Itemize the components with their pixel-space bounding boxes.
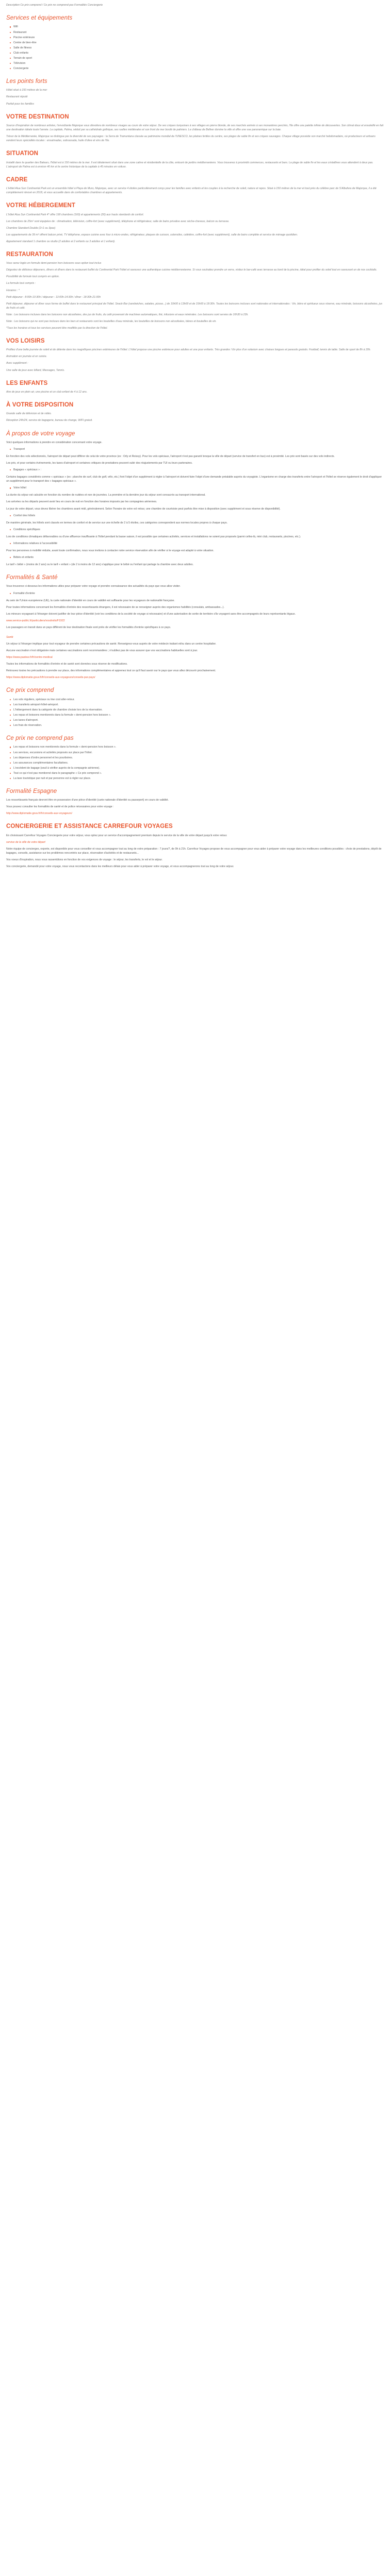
list-item: Bébés et enfants <box>9 555 385 560</box>
list-item: L'hébergement dans la catégorie de chambre choisie lors de la réservation. <box>9 708 385 712</box>
comfort-list <box>6 514 385 518</box>
propos-title: À propos de votre voyage <box>6 430 75 437</box>
sante-para: Toutes les informations de formalités d'entrée et de santé sont données sous réserve de modifications. <box>6 663 128 666</box>
list-item: Transport <box>9 447 385 451</box>
list-item: Les repas et boissons non mentionnés dans la formule « demi-pension hors boisson ». <box>9 745 385 749</box>
propos-para: Le tarif « bébé » (moins de 2 ans) ou le tarif « enfant » (de 2 à moins de 12 ans) s'applique pour le bébé ou l'enfant qui partage la chambre avec deux adultes. <box>6 563 194 566</box>
bagages-list <box>6 468 385 472</box>
hebergement-para: Chambre Standard Double (2+1 ou 3pax) <box>6 226 56 230</box>
point-fort-line: Restaurant réputé <box>6 95 28 99</box>
cadre-title: CADRE <box>6 176 28 183</box>
restauration-para: Petit déjeuner : 8:00h-10:30h / déjeuner : 13:00h-14:30h / dîner : 18:30h-21:00h <box>6 295 101 299</box>
destination-title: VOTRE DESTINATION <box>6 113 69 120</box>
disposition-para: Réception 24h/24, service de bagagerie, bureau de change, WIFI gratuit. <box>6 419 93 422</box>
espagne-para: Les ressortissants français devront être en possession d'une pièce d'identité (carte nationale d'identité ou passeport) en cours de validité. <box>6 799 169 802</box>
loisirs-para: Profitez d'une belle journée de soleil et de détente dans les magnifiques piscines extérieures de l'hôtel. L'hôtel propose une piscine extérieure pour adultes et une pour enfants. Très grandes ! En plus d'un solarium avec chaises longues et parasols gratuits. Football, tennis de table. Salle de sport de 8h à 20h. <box>6 348 371 352</box>
propos-para: La durée du séjour est calculée en fonction du nombre de nuitées et non de journées. La première et la dernière jour du séjour sont consacrés au transport international. <box>6 494 206 497</box>
services-list <box>6 25 385 71</box>
points-forts-title: Les points forts <box>6 78 47 84</box>
formalites-intro: Vous trouverez ci-dessous les informations utiles pour préparer votre voyage et prendre connaissance des actualités du pays que vous allez visiter. <box>6 585 181 588</box>
formalites-para: Pour toutes informations concernant les formalités d'entrée des ressortissants étrangers, il est nécessaire de se renseigner auprès des organismes habilités (consulats, ambassades...). <box>6 605 224 609</box>
comprend-list <box>6 698 385 727</box>
disposition-title: À VOTRE DISPOSITION <box>6 402 74 408</box>
propos-para: Les arrivées ou les départs peuvent avoir lieu en cours de nuit en fonction des horaires imposés par les compagnies aériennes. <box>6 500 157 504</box>
enfants-title: LES ENFANTS <box>6 380 48 386</box>
loisirs-para: Une salle de jeux avec billard, Massages, Tennis. <box>6 368 65 372</box>
propos-para: Certains bagages considérés comme « spéciaux » (ex : planche de surf, club de golf, vélo, etc.) font l'objet d'un supplément à régler à l'aéroport et doivent faire l'objet d'une demande préalable auprès du voyagiste. L'organisme en charge des transferts entre l'aéroport et l'hôtel se réserve également le droit d'appliquer un supplément pour le transport des « bagages spéciaux ». <box>6 476 382 483</box>
list-item: Les repas et boissons mentionnés dans la formule « demi-pension hors boisson ». <box>9 713 385 717</box>
page <box>0 0 391 882</box>
pasteur-link[interactable]: https://www.pasteur.fr/fr/centre-medical <box>6 656 53 659</box>
formalite-entree-list <box>6 591 385 596</box>
diplomatie-link[interactable]: https://www.diplomatie.gouv.fr/fr/conseils-aux-voyageurs/conseils-par-pays/ <box>6 676 95 680</box>
sante-para: Retrouvez toutes les précautions à prendre sur place, des informations complémentaires et apprenez tout ce qu'il faut savoir sur le pays que vous allez découvrir prochainement. <box>6 669 216 673</box>
restauration-para: Possibilité de formule tout compris en option. <box>6 275 60 279</box>
formalites-para: Au sein de l'Union européenne (UE), la carte nationale d'identité en cours de validité est suffisante pour les voyageurs de nationalité française. <box>6 599 175 602</box>
list-item: Les taxes d'aéroport. <box>9 718 385 722</box>
propos-para: Les prix, et pour certains événements, les taxes d'aéroport et certaines critiques de prestations peuvent subir des réajustements par TUI ou leurs partenaires. <box>6 462 193 465</box>
destination-para: Source d'inspiration de nombreux artistes, l'envoûtante Majorque vous dévoilera de nombreux visages au cours de votre séjour. De ses criques turquoises à ses villages en pierre blonde, de ses marchés animés à ses monastères perchés, l'île offre une palette infinie de découvertes. Son climat doux et ensoleillé en fait une destination idéale toute l'année. La capitale, Palma, séduit par sa cathédrale gothique, ses ruelles médiévales et son front de mer bordé de palmiers. Le château de Bellver domine la ville et offre une vue panoramique sur la baie. <box>6 124 384 131</box>
list-item: Centre de bien-être <box>9 41 385 45</box>
loisirs-para: Avec supplément : <box>6 362 28 365</box>
propos-para: Pour les personnes à mobilité réduite, avant toute confirmation, nous vous invitons à contacter notre service réservation afin de vérifier si le voyage est adapté à votre situation. <box>6 549 214 552</box>
pas-comprend-title: Ce prix ne comprend pas <box>6 735 74 742</box>
conciergerie-highlight: service de la ville de votre départ <box>6 840 45 844</box>
list-item: L'excédent de bagage (seuil à vérifier auprès de la compagnie aérienne). <box>9 766 385 770</box>
list-item: Les vols réguliers, spéciaux ou low cost aller-retour. <box>9 698 385 702</box>
formalites-title: Formalités & Santé <box>6 574 58 581</box>
list-item: Les dépenses d'ordre personnel et les pourboires. <box>9 756 385 760</box>
list-item: Télévision <box>9 61 385 65</box>
point-fort-line: Hôtel situé à 150 mètres de la mer <box>6 89 47 92</box>
cadre-para: L'Hôtel Alua Sun Continental Park est un ensemble hôtel à Playa de Muro, Majorque, avec un service 4 étoiles particulièrement conçu pour les familles avec enfants et les couples à la recherche de soleil, nature et repos. Situé à 150 mètres de la mer et tout près du célèbre parc de S'Albufera de Majorque, il a été complètement rénové en 2018, et vous accueille dans de confortables chambres et appartements. <box>6 187 377 195</box>
list-item: Salle de fitness <box>9 46 385 50</box>
formalites-para: Les mineurs voyageant à l'étranger doivent justifier de leur pièce d'identité (voir les conditions de la société de voyage si nécessaire) et d'une autorisation de sortie de territoire s'ils voyagent sans être accompagnés de leurs représentants légaux. <box>6 612 296 616</box>
hebergement-para: Les chambres de 25m² sont équipées de : climatisation, télévision, coffre-fort (avec supplément), téléphone et réfrigérateur, salle de bains privative avec sèche-cheveux, balcon ou terrasse. <box>6 219 230 223</box>
enfants-para: Aire de jeux en plein air, une piscine et un club enfant de 4 à 12 ans. <box>6 390 88 394</box>
propos-intro: Voici quelques informations à prendre en considération concernant votre voyage. <box>6 440 102 444</box>
list-item: Les services, excursions et activités proposés sur place par l'hôtel. <box>9 751 385 755</box>
situation-title: SITUATION <box>6 150 39 157</box>
restauration-para: La formule tout compris : <box>6 282 36 285</box>
list-item: Piscine extérieure <box>9 36 385 40</box>
sante-para: Aucune vaccination n'est obligatoire mais certaines vaccinations sont recommandées ; n'oubliez pas de vous assurer que vos vaccinations habituelles sont à jour. <box>6 649 198 652</box>
list-item: Terrain de sport <box>9 56 385 60</box>
weather-list <box>6 528 385 532</box>
comprend-title: Ce prix comprend <box>6 687 54 694</box>
hebergement-title: VOTRE HÉBERGEMENT <box>6 202 75 209</box>
list-item: Les transferts aéroport-hôtel-aéroport. <box>9 703 385 707</box>
list-item: Restaurant <box>9 30 385 35</box>
list-item: Conciergerie <box>9 66 385 71</box>
list-item: Conditions spécifiques <box>9 528 385 532</box>
pas-comprend-list <box>6 745 385 780</box>
conciergerie-para: Vos voeux d'inspiration, nous vous rassemblons en fonction de vos exigences de voyage : le séjour, les transferts, le vol et le séjour. <box>6 858 163 862</box>
restauration-para: *Tous les horaires et tous les services peuvent être modifiés par la direction de l'hôtel. <box>6 326 108 330</box>
list-item: Informations relatives à l'accessibilité <box>9 541 385 546</box>
loisirs-title: VOS LOISIRS <box>6 337 45 344</box>
conciergerie-para: Notre équipe de concierges, experte, est disponible pour vous conseiller et vous accompagner tout au long de votre préparation : 7 jours/7, de 9h à 21h. Carrefour Voyages propose de vous accompagner pour vous aider à préparer votre voyage dans les meilleures conditions possibles : choix de prestations, dépôt de bagages, conseils, assistance sur les problèmes rencontrés sur place, réservation d'activités et de restaurants... <box>6 847 382 855</box>
propos-para: Lors de conditions climatiques défavorables ou d'une affluence insuffisante à l'hôtel pendant la basse saison, il est possible que certaines activités, services et installations ne soient pas proposés (parmi celles-là, mini club, restaurants, piscines, etc.). <box>6 535 301 538</box>
restauration-para: Petit déjeuner, déjeuner et dîner sous forme de buffet dans le restaurant principal de l'hôtel. Snack-Bar (sandwiches, salades, pizzas...) de 10h00 à 13h00 et de 15h00 à 18:30h. Toutes les boissons incluses sont nationales et internationales : Vin, bière et spiritueux sous réserve, eau minérale, boissons alcoolisées, jus de fruits et café. <box>6 302 383 310</box>
restauration-title: RESTAURATION <box>6 251 53 258</box>
list-item: Wifi <box>9 25 385 29</box>
loisirs-para: Animation en journée et en soirée. <box>6 355 47 359</box>
situation-para: Installé dans le quartier des Balears, l'hôtel est à 150 mètres de la mer. Il est idéalement situé dans une zone calme et résidentielle de la côte, entouré de jardins méditerranéens. Vous trouverez à proximité commerces, restaurants et bars. La plage de sable fin et les eaux cristallines vous attendent à deux pas. L'aéroport de Palma est à environ 40 km et le centre historique de la capitale à 45 minutes en voiture. <box>6 161 373 168</box>
propos-para: De manière générale, les hôtels sont classés en termes de confort et de service sur une échelle de 2 à 5 étoiles, ces catégories correspondent aux normes locales propres à chaque pays. <box>6 521 228 524</box>
list-item: Les assurances complémentaires facultatives. <box>9 761 385 765</box>
services-title: Services et équipements <box>6 15 73 22</box>
formalite-espagne-title: Formalité Espagne <box>6 788 57 794</box>
propos-para: En fonction des vols sélectionnés, l'aéroport de départ peut différer de celui de votre province (ex : Orly et Roissy). Pour les vols spéciaux, l'aéroport n'est pas garanti lorsque la ville de départ (service de transfert en bus) est à proximité. Les prix sont basés sur des vols indirects. <box>6 455 335 458</box>
restauration-para: Note : Les boissons incluses dans les boissons non alcoolisées, des jus de fruits, du café provenant de machines automatiques, thé, infusions et eaux minérales. Les boissons sont servies de 10h30 à 23h. <box>6 313 249 316</box>
intro-line: Description Ce prix comprend / Ce prix ne comprend pas Formalités Conciergerie <box>6 4 103 7</box>
transport-list <box>6 447 385 451</box>
point-fort-line: Parfait pour les familles <box>6 102 34 106</box>
conciergerie-title: CONCIERGERIE ET ASSISTANCE CARREFOUR VOYAGES <box>6 823 173 830</box>
espagne-para: Vous pouvez consulter les formalités de santé et de police nécessaires pour votre voyage : <box>6 805 114 809</box>
baby-list <box>6 555 385 560</box>
sante-para: Un séjour à l'étranger implique pour tout voyageur de prendre certaines précautions de santé. Renseignez-vous auprès de votre médecin traitant et/ou dans un centre hospitalier. <box>6 642 217 646</box>
hotel-list <box>6 486 385 490</box>
list-item: Bagages « spéciaux » : <box>9 468 385 472</box>
restauration-para: Horaires : * <box>6 289 20 292</box>
destination-para: Trésor de la Méditerranée, Majorque se distingue par la diversité de ses paysages : la Serra de Tramuntana classée au patrimoine mondial de l'UNESCO, les plaines fertiles du centre, ses plages de sable fin et ses criques sauvages. Chaque village possède son marché hebdomadaire, où producteurs et artisans vendent leurs spécialités locales : ensaïmadas, sobrassada, huile d'olive et vins de l'île. <box>6 135 376 143</box>
restauration-para: Vous serez logés en formule demi-pension hors boissons sous option tout inclus <box>6 262 102 265</box>
list-item: Tout ce qui n'est pas mentionné dans le paragraphe « Ce prix comprend ». <box>9 771 385 775</box>
list-item: Club enfants <box>9 51 385 55</box>
disposition-para: Grande salle de télévision et de vidéo. <box>6 412 52 416</box>
restauration-para: Dégustez de délicieux déjeuners, dîners et dîners dans le restaurant buffet du Continental Park l'hôtel et savourez une authentique cuisine méditerranéenne. Si vous souhaitez prendre un verre, visitez le bar-café avec terrasse au bord de la piscine, idéal pour profiter du soleil tout en savourant un de nos cocktails. <box>6 268 377 272</box>
propos-para: Le jour de votre départ, vous devez libérer les chambres avant midi, généralement. Selon l'horaire de votre vol retour, une chambre de courtoisie peut parfois être mise à disposition (avec supplément et sous réserve de disponibilité). <box>6 507 281 511</box>
list-item: La taxe touristique par nuit et par personne est à régler sur place. <box>9 776 385 781</box>
hebergement-para: L'hôtel Alua Sun Continental Park 4* offre 190 chambres (160) et appartements (30) aux hauts standards de confort. <box>6 213 144 216</box>
formalites-para: Les passagers en transit dans un pays différent de leur destination finale sont priés de vérifier les formalités d'entrée spécifiques à ce pays. <box>6 625 171 629</box>
restauration-para: Note : Les boissons qui ne sont pas incluses dans les bars et restaurants sont les bouteilles d'eau minérale, les bouteilles de boissons non alcoolisées, bières et bouteilles de vin. <box>6 319 217 323</box>
hebergement-para: Les appartements de 39 m² offrent balcon privé, TV téléphone, espace cuisine avec four à micro-ondes, réfrigérateur, plaques de cuisson, ustensiles, cafetière, coffre-fort (avec supplément), salle de bains complète et service de ménage quotidien. <box>6 233 298 236</box>
conciergerie-para: En choisissant Carrefour Voyages Conciergerie pour votre séjour, vous optez pour un service d'accompagnement premium depuis le service de la ville de votre départ jusqu'à votre retour. <box>6 834 227 837</box>
sante-label: Santé <box>6 635 13 639</box>
list-item: Confort des hôtels <box>9 514 385 518</box>
list-item: Les frais de réservation. <box>9 723 385 727</box>
conciergerie-para: Vos conciergerie, demandé pour votre voyage, nous vous recontactons dans les meilleurs délais pour vous aider à préparer votre voyage, et vous accompagnerons tout au long de votre séjour. <box>6 865 234 869</box>
list-item: Votre hôtel <box>9 486 385 490</box>
service-public-link[interactable]: www.service-public.fr/particuliers/vosdroits/F1922 <box>6 619 65 622</box>
hebergement-para: Appartement standard 1 chambre ou studio (2 adultes et 2 enfants ou 3 adultes et 1 enfant). <box>6 240 116 243</box>
diplomatie-conseils-link[interactable]: http://www.diplomatie.gouv.fr/fr/conseils-aux-voyageurs/ <box>6 812 72 816</box>
access-list <box>6 541 385 546</box>
list-item: Formalité d'entrée <box>9 591 385 596</box>
